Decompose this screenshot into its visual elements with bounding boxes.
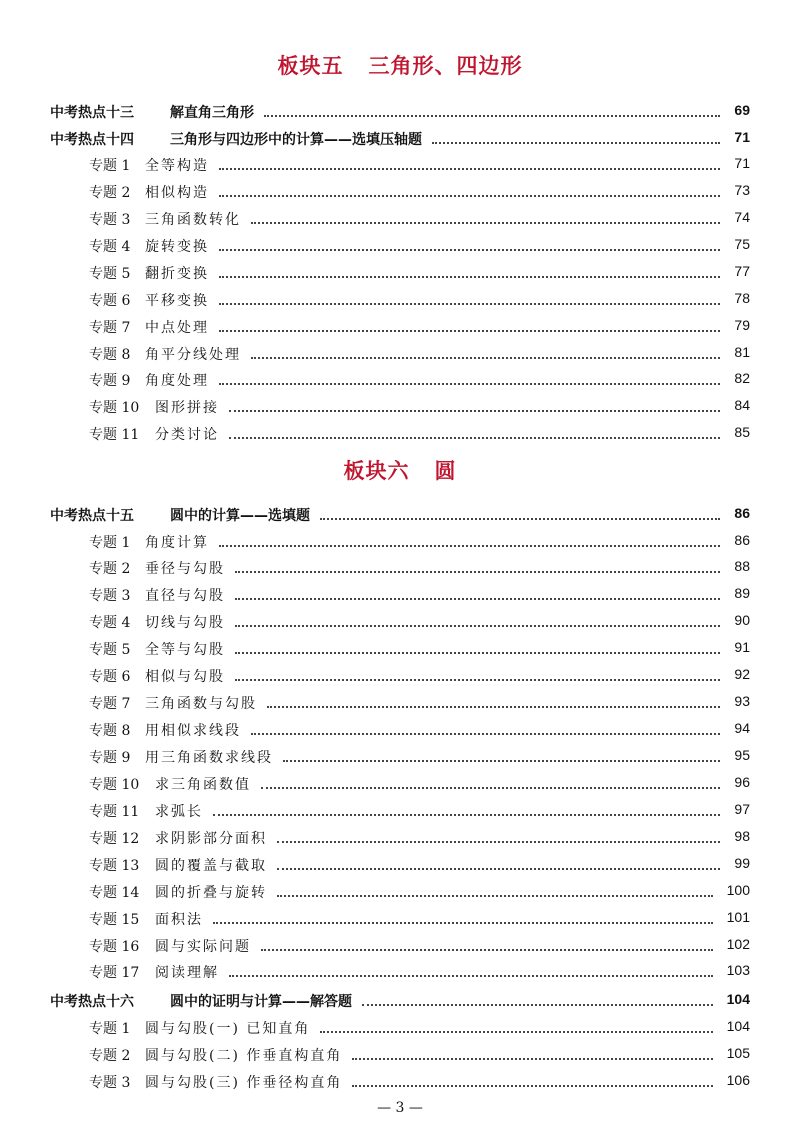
topic-entry[interactable] [0,962,800,988]
hot-topic-entry[interactable] [0,129,800,155]
page-number-ref: 98 [734,828,750,844]
page-number-ref: 94 [734,720,750,736]
leader-dots [277,868,720,870]
leader-dots [235,571,720,573]
topic-entry[interactable] [0,639,800,665]
entry-number: 专题 3 [89,212,131,228]
entry-title: 角度计算 [145,535,209,551]
entry-title: 用相似求线段 [145,723,241,739]
topic-entry[interactable] [0,290,800,316]
leader-dots [251,733,720,735]
page-number-ref: 71 [734,129,750,145]
leader-dots [213,814,720,816]
entry-title: 求三角函数值 [155,777,251,793]
leader-dots [219,195,720,197]
entry-title: 三角形与四边形中的计算——选填压轴题 [170,132,422,148]
topic-entry[interactable] [0,747,800,773]
topic-entry[interactable] [0,155,800,181]
topic-entry[interactable] [0,936,800,962]
page-number-ref: 85 [734,424,750,440]
entry-number: 专题 2 [89,1048,131,1064]
entry-title: 圆中的计算——选填题 [170,508,310,524]
page-number-ref: 91 [734,639,750,655]
leader-dots [261,949,713,951]
page-number-ref: 89 [734,585,750,601]
page-number-ref: 71 [734,155,750,171]
entry-title: 求阴影部分面积 [155,831,267,847]
entry-title: 三角函数与勾股 [145,696,257,712]
entry-title: 全等与勾股 [145,642,225,658]
topic-entry[interactable] [0,909,800,935]
leader-dots [320,518,720,520]
entry-number: 专题 3 [89,1075,131,1091]
entry-number: 专题 9 [89,750,131,766]
page-number-ref: 106 [726,1072,750,1088]
leader-dots [219,168,720,170]
leader-dots [219,383,720,385]
page-number-ref: 78 [734,290,750,306]
section-title: 板块五 三角形、四边形 [277,54,523,78]
entry-number: 专题 9 [89,373,131,389]
entry-title: 图形拼接 [155,400,219,416]
leader-dots [219,249,720,251]
page-number-ref: 96 [734,774,750,790]
page-number-ref: 101 [726,909,750,925]
leader-dots [235,679,720,681]
page-number-ref: 90 [734,612,750,628]
leader-dots [432,142,720,144]
topic-entry[interactable] [0,344,800,370]
page-number-ref: 100 [726,882,750,898]
page-number: — 3 — [377,1100,423,1116]
hot-topic-entry[interactable] [0,102,800,128]
entry-number: 专题 14 [89,885,140,901]
entry-number: 中考热点十五 [50,508,134,524]
entry-title: 相似与勾股 [145,669,225,685]
topic-entry[interactable] [0,855,800,881]
entry-number: 专题 13 [89,858,140,874]
leader-dots [277,841,720,843]
leader-dots [235,598,720,600]
topic-entry[interactable] [0,828,800,854]
leader-dots [251,222,720,224]
leader-dots [219,330,720,332]
topic-entry[interactable] [0,558,800,584]
leader-dots [235,652,720,654]
entry-number: 专题 4 [89,615,131,631]
page-number-ref: 104 [726,1018,750,1034]
entry-number: 专题 1 [89,1021,131,1037]
topic-entry[interactable] [0,666,800,692]
leader-dots [219,276,720,278]
topic-entry[interactable] [0,1018,800,1044]
entry-title: 平移变换 [145,293,209,309]
entry-number: 专题 8 [89,723,131,739]
entry-number: 专题 11 [89,427,140,443]
topic-entry[interactable] [0,612,800,638]
entry-title: 垂径与勾股 [145,561,225,577]
entry-title: 解直角三角形 [170,105,254,121]
page-number-ref: 75 [734,236,750,252]
leader-dots [277,895,713,897]
entry-number: 专题 5 [89,642,131,658]
page-number-ref: 77 [734,263,750,279]
topic-entry[interactable] [0,236,800,262]
section-title: 板块六 圆 [343,459,457,483]
entry-title: 圆的覆盖与截取 [155,858,267,874]
page-number-ref: 86 [734,532,750,548]
leader-dots [213,922,713,924]
leader-dots [219,303,720,305]
entry-title: 中点处理 [145,320,209,336]
entry-title: 阅读理解 [155,965,219,981]
entry-number: 专题 12 [89,831,140,847]
page-number-ref: 86 [734,505,750,521]
page-number-ref: 69 [734,102,750,118]
topic-entry[interactable] [0,1072,800,1098]
topic-entry[interactable] [0,693,800,719]
leader-dots [261,787,720,789]
hot-topic-entry[interactable] [0,991,800,1017]
leader-dots [283,760,720,762]
page-number-ref: 105 [726,1045,750,1061]
entry-number: 专题 11 [89,804,140,820]
entry-number: 中考热点十三 [50,105,134,121]
entry-title: 用三角函数求线段 [145,750,273,766]
entry-title: 角度处理 [145,373,209,389]
page-number-ref: 102 [726,936,750,952]
entry-number: 专题 8 [89,347,131,363]
topic-entry[interactable] [0,182,800,208]
leader-dots [219,545,720,547]
entry-number: 专题 6 [89,293,131,309]
leader-dots [320,1031,713,1033]
page-number-ref: 73 [734,182,750,198]
entry-number: 专题 10 [89,777,140,793]
topic-entry[interactable] [0,370,800,396]
entry-title: 圆与勾股(三) 作垂径构直角 [145,1075,343,1091]
leader-dots [352,1058,713,1060]
topic-entry[interactable] [0,774,800,800]
topic-entry[interactable] [0,585,800,611]
entry-number: 专题 5 [89,266,131,282]
leader-dots [264,115,720,117]
entry-number: 专题 3 [89,588,131,604]
page-number-ref: 82 [734,370,750,386]
entry-title: 角平分线处理 [145,347,241,363]
entry-number: 专题 4 [89,239,131,255]
entry-number: 专题 7 [89,320,131,336]
page-number-ref: 103 [726,962,750,978]
entry-title: 圆与勾股(二) 作垂直构直角 [145,1048,343,1064]
entry-number: 中考热点十六 [50,994,134,1010]
entry-title: 全等构造 [145,158,209,174]
entry-title: 圆的折叠与旋转 [155,885,267,901]
leader-dots [229,410,720,412]
leader-dots [362,1004,713,1006]
entry-title: 旋转变换 [145,239,209,255]
topic-entry[interactable] [0,801,800,827]
entry-number: 专题 15 [89,912,140,928]
entry-number: 专题 10 [89,400,140,416]
page-number-ref: 104 [726,991,750,1007]
page-number-ref: 92 [734,666,750,682]
leader-dots [352,1085,713,1087]
entry-number: 专题 1 [89,158,131,174]
leader-dots [229,975,713,977]
page-number-ref: 81 [734,344,750,360]
hot-topic-entry[interactable] [0,505,800,531]
entry-number: 专题 1 [89,535,131,551]
entry-title: 分类讨论 [155,427,219,443]
page-number-ref: 99 [734,855,750,871]
leader-dots [235,625,720,627]
entry-title: 圆与勾股(一) 已知直角 [145,1021,311,1037]
page-number-ref: 93 [734,693,750,709]
entry-number: 专题 2 [89,561,131,577]
entry-number: 专题 6 [89,669,131,685]
entry-title: 求弧长 [155,804,203,820]
topic-entry[interactable] [0,720,800,746]
topic-entry[interactable] [0,882,800,908]
entry-number: 专题 7 [89,696,131,712]
topic-entry[interactable] [0,397,800,423]
topic-entry[interactable] [0,424,800,450]
topic-entry[interactable] [0,317,800,343]
entry-number: 专题 16 [89,939,140,955]
page-number-ref: 95 [734,747,750,763]
topic-entry[interactable] [0,532,800,558]
entry-title: 面积法 [155,912,203,928]
page-number-ref: 88 [734,558,750,574]
entry-title: 圆中的证明与计算——解答题 [170,994,352,1010]
entry-title: 切线与勾股 [145,615,225,631]
page-number-ref: 79 [734,317,750,333]
entry-number: 中考热点十四 [50,132,134,148]
leader-dots [267,706,720,708]
entry-title: 直径与勾股 [145,588,225,604]
entry-title: 相似构造 [145,185,209,201]
topic-entry[interactable] [0,263,800,289]
page-number-ref: 84 [734,397,750,413]
topic-entry[interactable] [0,209,800,235]
leader-dots [229,437,720,439]
page-number-ref: 74 [734,209,750,225]
entry-number: 专题 2 [89,185,131,201]
entry-title: 圆与实际问题 [155,939,251,955]
topic-entry[interactable] [0,1045,800,1071]
leader-dots [251,357,720,359]
entry-title: 翻折变换 [145,266,209,282]
entry-number: 专题 17 [89,965,140,981]
entry-title: 三角函数转化 [145,212,241,228]
page-number-ref: 97 [734,801,750,817]
